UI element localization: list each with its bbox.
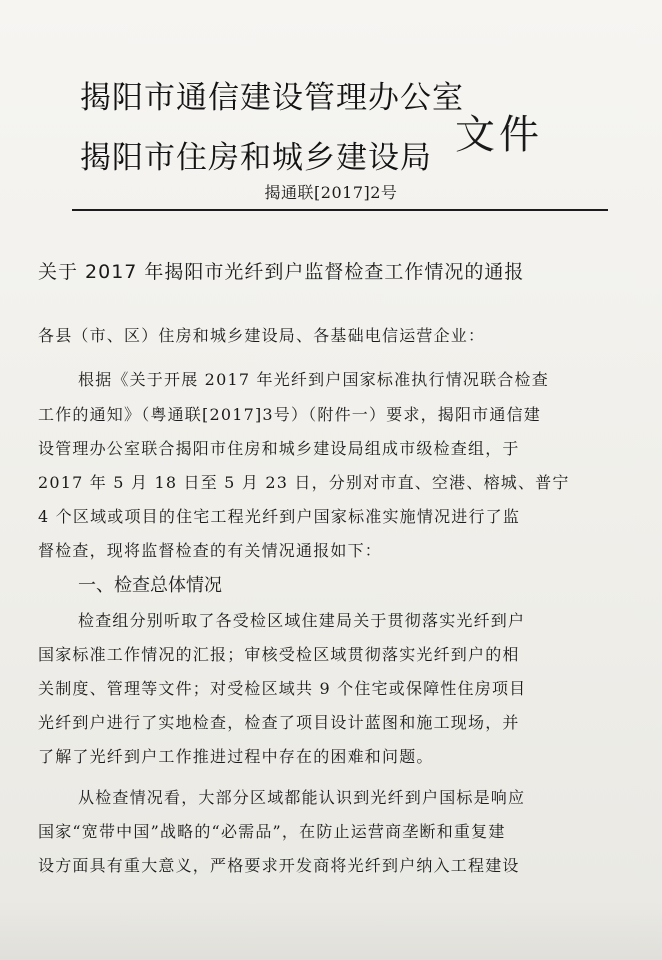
paragraph-2-line: 光纤到户进行了实地检查，检查了项目设计蓝图和施工现场，并 — [38, 713, 520, 732]
paragraph-2-line: 了解了光纤到户工作推进过程中存在的困难和问题。 — [38, 747, 434, 766]
section-heading: 一、检查总体情况 — [78, 575, 222, 596]
paragraph-3-line: 设方面具有重大意义，严格要求开发商将光纤到户纳入工程建设 — [38, 856, 520, 875]
document-type-label: 文件 — [455, 112, 543, 158]
paragraph-1-line: 督检查，现将监督检查的有关情况通报如下： — [38, 541, 383, 560]
paragraph-1-line: 设管理办公室联合揭阳市住房和城乡建设局组成市级检查组，于 — [38, 439, 520, 458]
paragraph-2-line: 检查组分别听取了各受检区域住建局关于贯彻落实光纤到户 — [78, 611, 526, 630]
addressee: 各县（市、区）住房和城乡建设局、各基础电信运营企业： — [38, 326, 486, 345]
paragraph-1-line: 根据《关于开展 2017 年光纤到户国家标准执行情况联合检查 — [78, 370, 549, 389]
issuer-name-1: 揭阳市通信建设管理办公室 — [80, 80, 464, 116]
scan-shadow — [0, 900, 662, 960]
paragraph-1-line: 工作的通知》（粤通联[2017]3号）（附件一）要求，揭阳市通信建 — [38, 405, 541, 424]
paragraph-3-line: 从检查情况看，大部分区域都能认识到光纤到户国标是响应 — [78, 788, 526, 807]
paragraph-1-line: 2017 年 5 月 18 日至 5 月 23 日，分别对市直、空港、榕城、普宁 — [38, 473, 570, 492]
issuer-name-2: 揭阳市住房和城乡建设局 — [80, 140, 432, 176]
paragraph-3-line: 国家“宽带中国”战略的“必需品”，在防止运营商垄断和重复建 — [38, 822, 506, 841]
paragraph-2-line: 关制度、管理等文件；对受检区域共 9 个住宅或保障性住房项目 — [38, 679, 527, 698]
paragraph-1-line: 4 个区域或项目的住宅工程光纤到户国家标准实施情况进行了监 — [38, 507, 521, 526]
paragraph-2-line: 国家标准工作情况的汇报；审核受检区域贯彻落实光纤到户的相 — [38, 645, 520, 664]
document-title: 关于 2017 年揭阳市光纤到户监督检查工作情况的通报 — [38, 261, 525, 283]
header-separator-line — [72, 209, 608, 211]
document-number: 揭通联[2017]2号 — [264, 183, 398, 202]
